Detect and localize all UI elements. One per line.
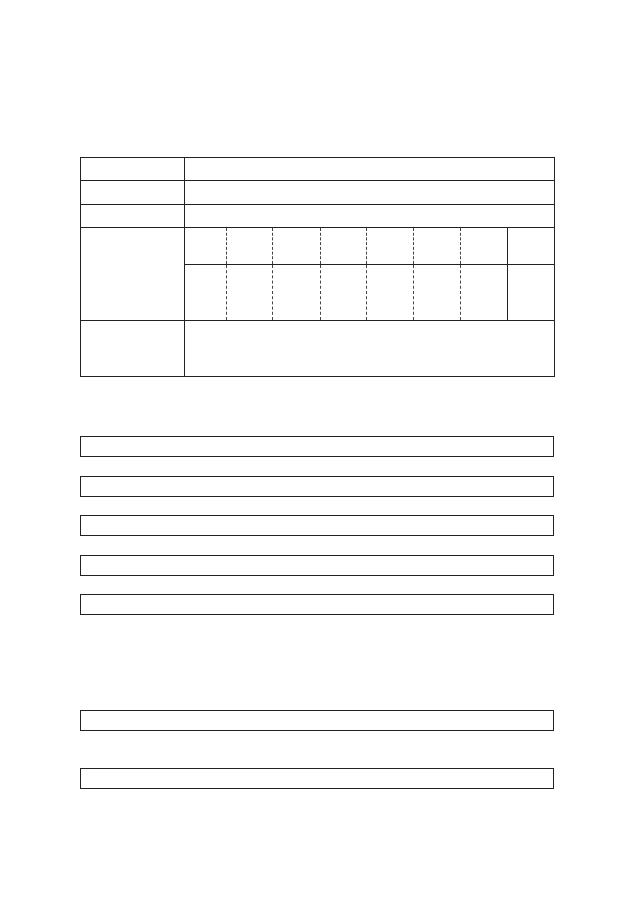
- item-3-field[interactable]: [80, 515, 554, 536]
- count-service[interactable]: [273, 265, 321, 321]
- category-wholesale: [321, 228, 367, 265]
- activity-value-cell[interactable]: [185, 321, 555, 377]
- section3-field[interactable]: [80, 710, 554, 731]
- category-service: [273, 228, 321, 265]
- count-retail[interactable]: [185, 265, 227, 321]
- count-wholesale[interactable]: [321, 265, 367, 321]
- category-restaurant: [227, 228, 273, 265]
- name-value-cell[interactable]: [185, 158, 555, 181]
- contact-value-cell[interactable]: [185, 205, 555, 228]
- address-value-cell[interactable]: [185, 181, 555, 205]
- item-5-field[interactable]: [80, 594, 554, 615]
- category-other: [461, 228, 508, 265]
- contact-label-cell: [81, 205, 185, 228]
- count-restaurant[interactable]: [227, 265, 273, 321]
- count-construction[interactable]: [414, 265, 461, 321]
- count-total[interactable]: [508, 265, 555, 321]
- item-1-field[interactable]: [80, 436, 554, 457]
- section4-field[interactable]: [80, 768, 554, 789]
- category-construction: [414, 228, 461, 265]
- category-retail: [185, 228, 227, 265]
- item-2-field[interactable]: [80, 476, 554, 497]
- address-label-cell: [81, 181, 185, 205]
- members-label-cell: [81, 228, 185, 321]
- activity-label-cell: [81, 321, 185, 377]
- count-other[interactable]: [461, 265, 508, 321]
- name-label-cell: [81, 158, 185, 181]
- item-4-field[interactable]: [80, 555, 554, 576]
- category-total: [508, 228, 555, 265]
- organization-table: [80, 157, 555, 377]
- count-manufacturing[interactable]: [367, 265, 414, 321]
- category-manufacturing: [367, 228, 414, 265]
